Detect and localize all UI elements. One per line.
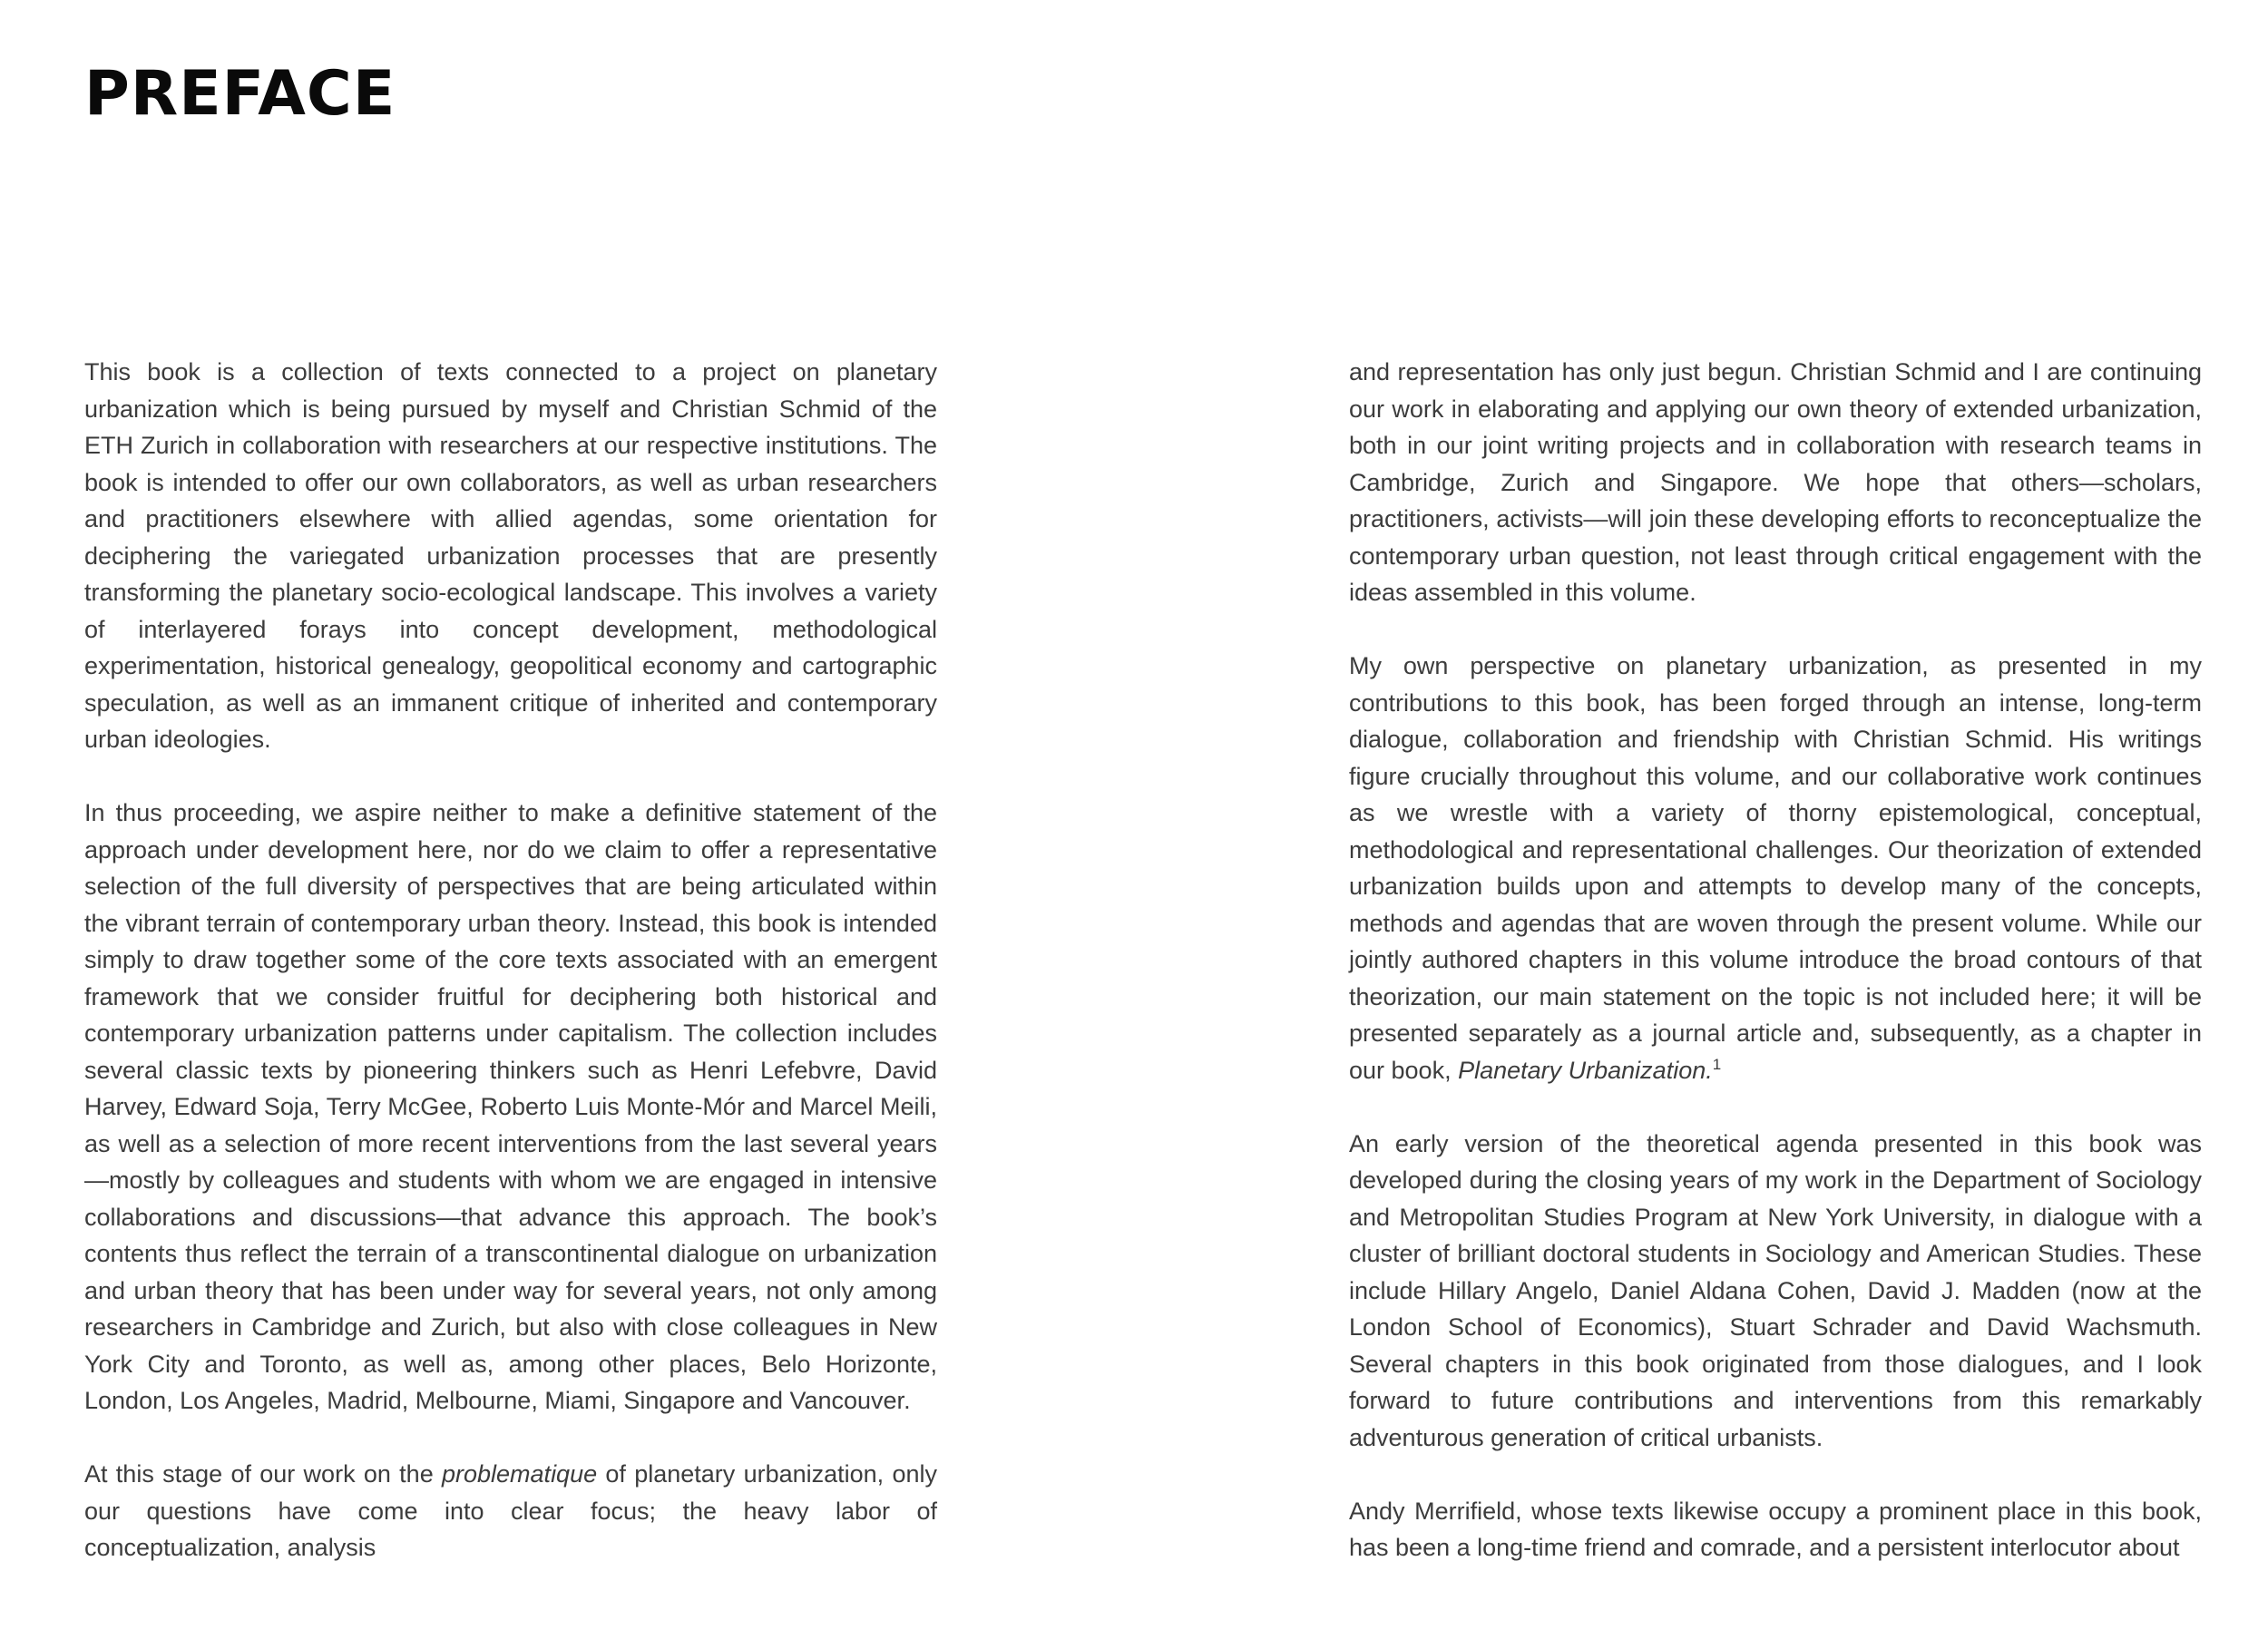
paragraph: An early version of the theoretical agenda presented in this book was developed during the closing years of my work in the Department of Sociology and Metropolitan Studies Program at New York University, in dialogue with a cluster of brilliant doctoral students in Sociology and American Studies. These include Hillary Angelo, Daniel Aldana Cohen, David J. Madden (now at the London School of Economics), Stuart Schrader and David Wachsmuth. Several chapters in this book originated from those dialogues, and I look forward to future contributions and interventions from this remarkably adventurous generation of critical urbanists. [1349, 1129, 2202, 1451]
left-page-text [84, 354, 937, 1566]
paragraph [1349, 648, 2202, 1088]
paragraph [84, 1456, 937, 1566]
italic-term: problematique [442, 1460, 598, 1488]
paragraph: and representation has only just begun. Christian Schmid and I are continuing our work in elaborating and applying our own theory of extended urbanization, both in our joint writing projects and in collaboration with research teams in Cambridge, Zurich and Singapore. We hope that others—scholars, practitioners, activists—will join these developing efforts to reconceptualize the contemporary urban question, not least through critical engagement with the ideas assembled in this volume. [1349, 358, 2202, 606]
paragraph: In thus proceeding, we aspire neither to make a definitive statement of the approach under development here, nor do we claim to offer a representative selection of the full diversity of perspectives that are being articulated within the vibrant terrain of contemporary urban theory. Instead, this book is intended simply to draw together some of the core texts associated with an emergent framework that we consider fruitful for deciphering both historical and contemporary urbanization patterns under capitalism. The collection includes several classic texts by pioneering thinkers such as Henri Lefebvre, David Harvey, Edward Soja, Terry McGee, Roberto Luis Monte-Mór and Marcel Meili, as well as a selection of more recent interventions from the last several years—mostly by colleagues and students with whom we are engaged in intensive collaborations and discussions—that advance this approach. The book’s contents thus reflect the terrain of a transcontinental dialogue on urbanization and urban theory that has been under way for several years, not only among researchers in Cambridge and Zurich, but also with close colleagues in New York City and Toronto, as well as, among other places, Belo Horizonte, London, Los Angeles, Madrid, Melbourne, Miami, Singapore and Vancouver. [84, 799, 937, 1414]
footnote-marker: 1 [1712, 1055, 1722, 1073]
paragraph: Andy Merrifield, whose texts likewise occupy a prominent place in this book, has been a long-time friend and comrade, and a persistent interlocutor about [1349, 1497, 2202, 1561]
page-title: PREFACE [84, 58, 396, 130]
text-run: of planetary urbanization, only our questions have come into clear focus; the heavy labor of conceptualization, analysis [84, 1460, 938, 1561]
paragraph: This book is a collection of texts connected to a project on planetary urbanization which is being pursued by myself and Christian Schmid of the ETH Zurich in collaboration with researchers at our respective institutions. The book is intended to offer our own collaborators, as well as urban researchers and practitioners elsewhere with allied agendas, some orientation for deciphering the variegated urbanization processes that are presently transforming the planetary socio-ecological landscape. This involves a variety of interlayered forays into concept development, methodological experimentation, historical genealogy, geopolitical economy and cartographic speculation, as well as an immanent critique of inherited and contemporary urban ideologies. [84, 358, 937, 753]
right-page-text [1349, 354, 2202, 1566]
book-title: Planetary Urbanization. [1458, 1056, 1713, 1084]
text-run: At this stage of our work on the [84, 1460, 442, 1488]
text-run: My own perspective on planetary urbanization, as presented in my contributions to this book, has been forged through an intense, long-term dialogue, collaboration and friendship with Christian Schmid. His writings figure crucially throughout this volume, and our collaborative work continues as we wrestle with a variety of thorny epistemological, conceptual, methodological and representational challenges. Our theorization of extended urbanization builds upon and attempts to develop many of the concepts, methods and agendas that are woven through the present volume. While our jointly authored chapters in this volume introduce the broad contours of that theorization, our main statement on the topic is not included here; it will be presented separately as a journal article and, subsequently, as a chapter in our book, [1349, 652, 2202, 1084]
